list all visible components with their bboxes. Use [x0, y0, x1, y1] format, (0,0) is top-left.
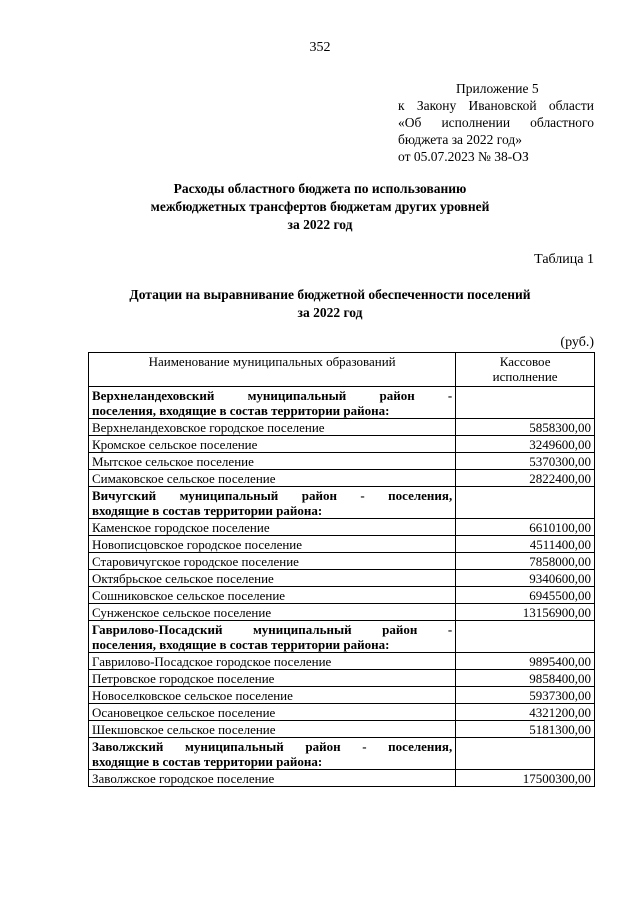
- section-title: [80, 286, 580, 322]
- settlement-amount: 9340600,00: [456, 570, 595, 587]
- settlement-name: Мытское сельское поселение: [89, 453, 456, 470]
- title-line: Расходы областного бюджета по использованию: [173, 181, 467, 196]
- appendix-block: [398, 80, 594, 165]
- district-amount-cell: [456, 621, 595, 653]
- table-body: [89, 387, 595, 787]
- table-row: [89, 419, 595, 436]
- units-label: (руб.): [560, 335, 594, 350]
- table-row: [89, 453, 595, 470]
- title-line: за 2022 год: [287, 217, 353, 232]
- document-title: [100, 180, 540, 234]
- settlement-amount: 13156900,00: [456, 604, 595, 621]
- district-name: [89, 487, 456, 519]
- settlement-amount: 6945500,00: [456, 587, 595, 604]
- appendix-line: от 05.07.2023 № 38-ОЗ: [398, 149, 529, 164]
- district-name-line: поселения, входящие в состав территории района:: [92, 637, 390, 652]
- settlement-name: Сунженское сельское поселение: [89, 604, 456, 621]
- settlement-name: Симаковское сельское поселение: [89, 470, 456, 487]
- district-row: [89, 738, 595, 770]
- district-name-line: поселения, входящие в состав территории района:: [92, 403, 390, 418]
- table-label: Таблица 1: [534, 252, 594, 267]
- district-name: [89, 387, 456, 419]
- settlement-name: Шекшовское сельское поселение: [89, 721, 456, 738]
- district-name-line: входящие в состав территории района:: [92, 503, 323, 518]
- appendix-line: бюджета за 2022 год»: [398, 132, 522, 147]
- appendix-line: к Закону Ивановской области: [398, 98, 594, 113]
- settlement-amount: 5858300,00: [456, 419, 595, 436]
- settlement-name: Новоселковское сельское поселение: [89, 687, 456, 704]
- header-amount-line: Кассовое: [499, 354, 551, 369]
- section-title-line: за 2022 год: [297, 305, 363, 320]
- header-name: Наименование муниципальных образований: [89, 353, 456, 387]
- settlement-amount: 9895400,00: [456, 653, 595, 670]
- table-row: [89, 519, 595, 536]
- section-title-line: Дотации на выравнивание бюджетной обеспеченности поселений: [129, 287, 531, 302]
- table-row: [89, 470, 595, 487]
- settlement-amount: 7858000,00: [456, 553, 595, 570]
- table-row: [89, 670, 595, 687]
- table-row: [89, 587, 595, 604]
- settlement-name: Петровское городское поселение: [89, 670, 456, 687]
- table-row: [89, 721, 595, 738]
- district-amount-cell: [456, 738, 595, 770]
- settlement-name: Октябрьское сельское поселение: [89, 570, 456, 587]
- transfers-table: [88, 352, 595, 787]
- settlement-name: Сошниковское сельское поселение: [89, 587, 456, 604]
- settlement-amount: 5181300,00: [456, 721, 595, 738]
- settlement-amount: 3249600,00: [456, 436, 595, 453]
- district-amount-cell: [456, 387, 595, 419]
- table-row: [89, 553, 595, 570]
- settlement-amount: 5370300,00: [456, 453, 595, 470]
- table-row: [89, 604, 595, 621]
- district-name: [89, 621, 456, 653]
- settlement-name: Осановецкое сельское поселение: [89, 704, 456, 721]
- settlement-name: Кромское сельское поселение: [89, 436, 456, 453]
- settlement-name: Заволжское городское поселение: [89, 770, 456, 787]
- settlement-name: Новописцовское городское поселение: [89, 536, 456, 553]
- district-name-line: Гаврилово-Посадский муниципальный район -: [92, 622, 453, 637]
- settlement-name: Верхнеландеховское городское поселение: [89, 419, 456, 436]
- settlement-amount: 9858400,00: [456, 670, 595, 687]
- table-row: [89, 687, 595, 704]
- settlement-amount: 4321200,00: [456, 704, 595, 721]
- table-row: [89, 653, 595, 670]
- table-row: [89, 704, 595, 721]
- header-amount-line: исполнение: [492, 369, 558, 384]
- page-number: 352: [309, 40, 331, 55]
- settlement-amount: 4511400,00: [456, 536, 595, 553]
- appendix-line: «Об исполнении областного: [398, 115, 594, 130]
- settlement-amount: 5937300,00: [456, 687, 595, 704]
- district-name-line: входящие в состав территории района:: [92, 754, 323, 769]
- settlement-amount: 17500300,00: [456, 770, 595, 787]
- settlement-amount: 2822400,00: [456, 470, 595, 487]
- settlement-name: Гаврилово-Посадское городское поселение: [89, 653, 456, 670]
- settlement-name: Каменское городское поселение: [89, 519, 456, 536]
- district-row: [89, 621, 595, 653]
- district-amount-cell: [456, 487, 595, 519]
- table-row: [89, 536, 595, 553]
- table-row: [89, 570, 595, 587]
- settlement-amount: 6610100,00: [456, 519, 595, 536]
- district-row: [89, 387, 595, 419]
- table-row: [89, 770, 595, 787]
- appendix-line: Приложение 5: [456, 81, 539, 96]
- district-name: [89, 738, 456, 770]
- settlement-name: Старовичугское городское поселение: [89, 553, 456, 570]
- district-row: [89, 487, 595, 519]
- title-line: межбюджетных трансфертов бюджетам других уровней: [150, 199, 490, 214]
- district-name-line: Вичугский муниципальный район - поселения,: [92, 488, 453, 503]
- header-amount: [456, 353, 595, 387]
- district-name-line: Заволжский муниципальный район - поселения,: [92, 739, 453, 754]
- district-name-line: Верхнеландеховский муниципальный район -: [92, 388, 453, 403]
- table-row: [89, 436, 595, 453]
- table-header-row: [89, 353, 595, 387]
